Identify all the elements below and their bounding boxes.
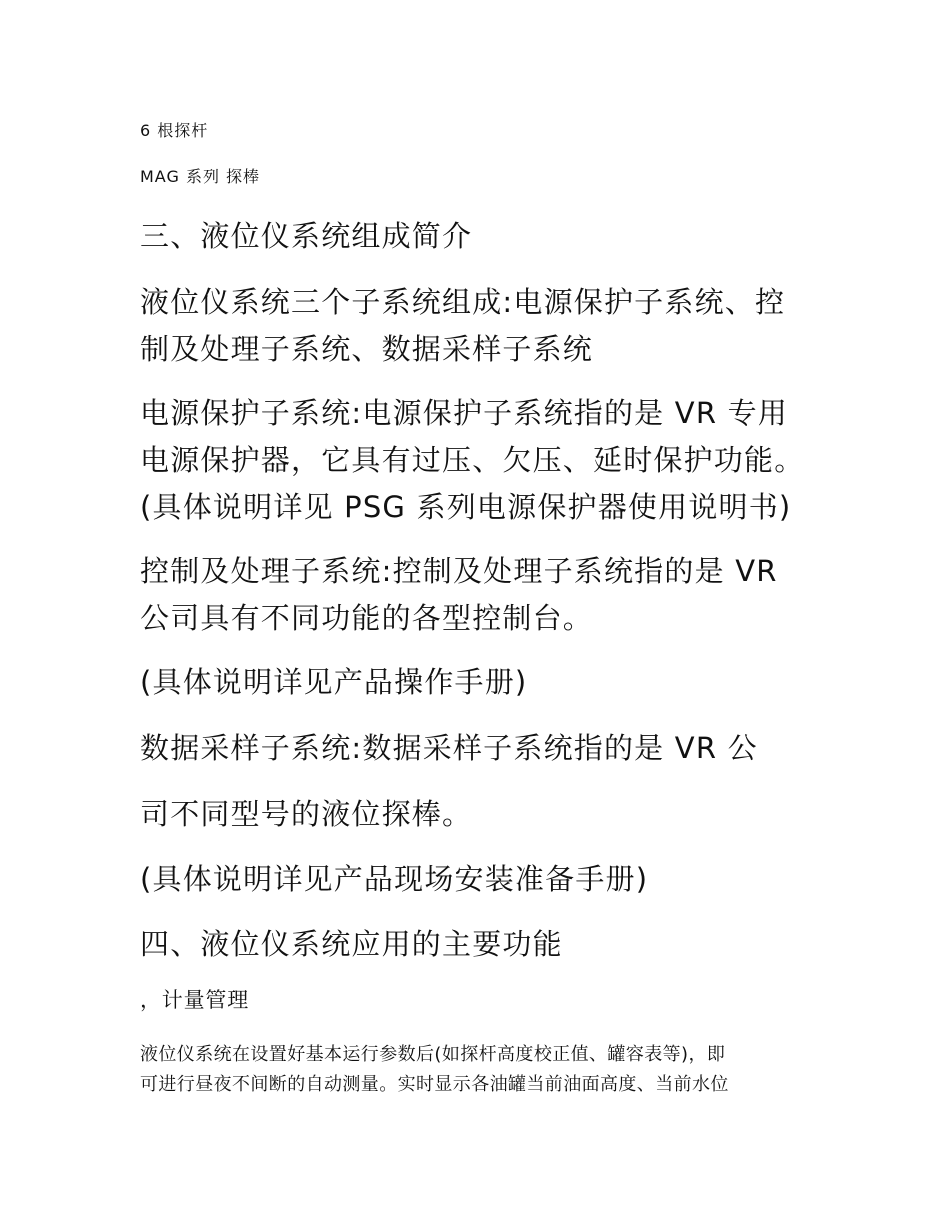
paragraph-line: 电源保护器，它具有过压、欠压、延时保护功能。 [140, 443, 805, 477]
paragraph-line: 电源保护子系统:电源保护子系统指的是 VR 专用 [140, 396, 788, 430]
paragraph-line: (具体说明详见产品现场安装准备手册) [140, 862, 649, 896]
probe-count-line: 6 根探杆 [140, 121, 209, 140]
paragraph-line: 液位仪系统三个子系统组成:电源保护子系统、控 [140, 285, 786, 319]
paragraph-line: 数据采样子系统:数据采样子系统指的是 VR 公 [140, 731, 758, 765]
probe-series-line: MAG 系列 探棒 [140, 167, 261, 186]
paragraph-line: 控制及处理子系统:控制及处理子系统指的是 VR [140, 554, 778, 588]
section-heading-4: 四、液位仪系统应用的主要功能 [140, 927, 563, 961]
paragraph-line: (具体说明详见产品操作手册) [140, 665, 528, 699]
subheading-line: ，计量管理 [140, 988, 249, 1012]
paragraph-line: 液位仪系统在设置好基本运行参数后(如探杆高度校正值、罐容表等)，即 [140, 1044, 726, 1065]
paragraph-line: 制及处理子系统、数据采样子系统 [140, 332, 594, 366]
paragraph-line: 公司具有不同功能的各型控制台。 [140, 601, 594, 635]
section-heading-3: 三、液位仪系统组成简介 [140, 219, 473, 253]
paragraph-line: 司不同型号的液位探棒。 [140, 797, 473, 831]
paragraph-line: 可进行昼夜不间断的自动测量。实时显示各油罐当前油面高度、当前水位 [140, 1074, 729, 1095]
paragraph-line: (具体说明详见 PSG 系列电源保护器使用说明书) [140, 490, 792, 524]
